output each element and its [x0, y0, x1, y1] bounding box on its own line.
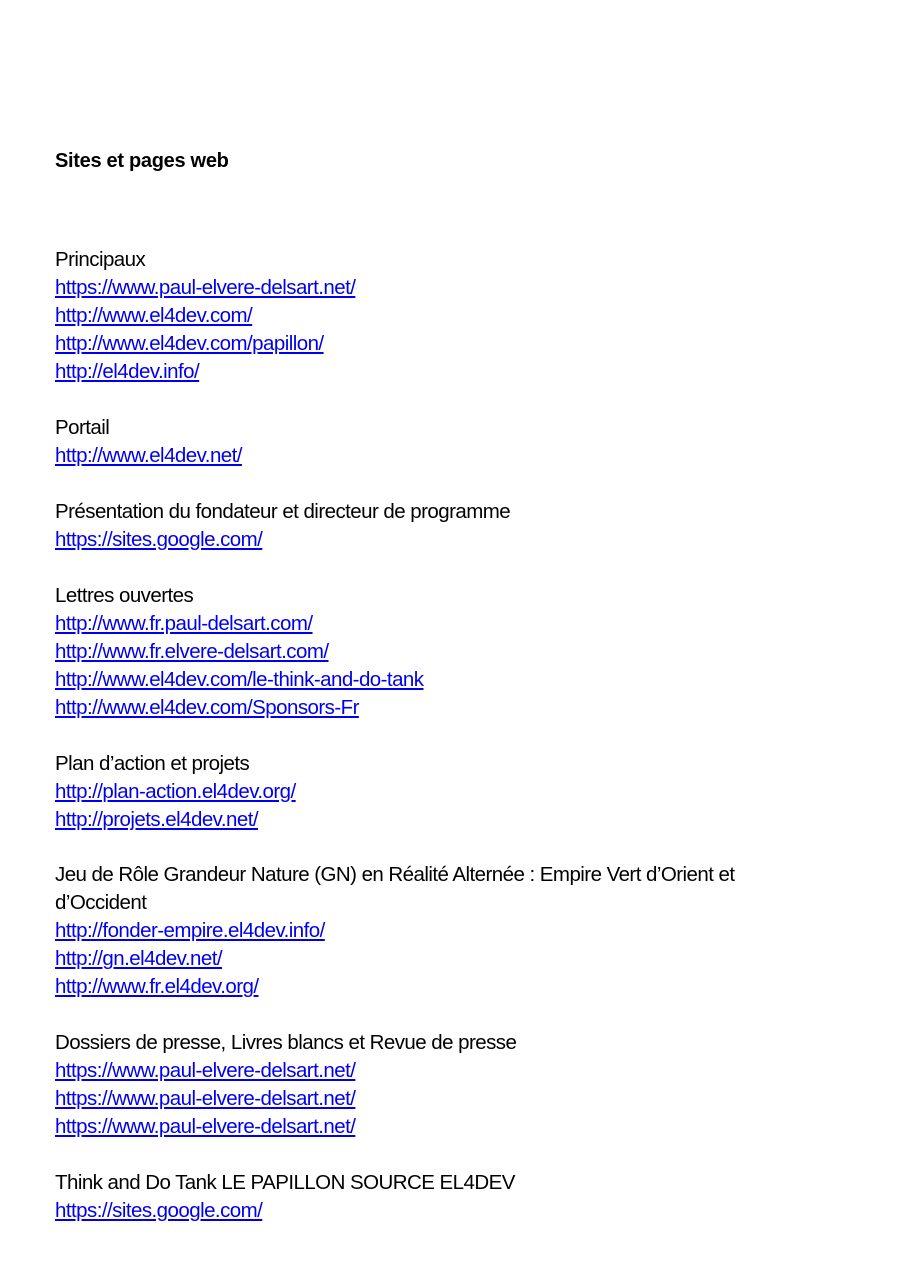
section-heading: Think and Do Tank LE PAPILLON SOURCE EL4DEV	[55, 1171, 515, 1195]
link[interactable]: https://sites.google.com/	[55, 1199, 263, 1223]
link[interactable]: http://gn.el4dev.net/	[55, 947, 223, 971]
link[interactable]: https://www.paul-elvere-delsart.net/	[55, 1059, 356, 1083]
section-heading: Portail	[55, 415, 110, 439]
section-plan-action	[55, 750, 815, 834]
link[interactable]: https://www.paul-elvere-delsart.net/	[55, 1087, 356, 1111]
section-portail	[55, 414, 815, 470]
link[interactable]: http://www.el4dev.com/le-think-and-do-tank	[55, 667, 424, 691]
link[interactable]: http://www.fr.elvere-delsart.com/	[55, 639, 329, 663]
document-content	[55, 246, 815, 1253]
link[interactable]: http://www.fr.el4dev.org/	[55, 975, 259, 999]
section-heading: Présentation du fondateur et directeur de programme	[55, 499, 511, 523]
section-dossiers-de-presse	[55, 1029, 815, 1141]
section-heading: Dossiers de presse, Livres blancs et Revue de presse	[55, 1031, 517, 1055]
link[interactable]: http://projets.el4dev.net/	[55, 807, 258, 831]
link[interactable]: http://fonder-empire.el4dev.info/	[55, 919, 325, 943]
section-heading: Plan d’action et projets	[55, 751, 250, 775]
section-think-and-do-tank	[55, 1169, 815, 1225]
section-principaux	[55, 246, 815, 386]
link[interactable]: https://www.paul-elvere-delsart.net/	[55, 1115, 356, 1139]
section-presentation	[55, 498, 815, 554]
section-heading: Principaux	[55, 248, 146, 271]
section-heading: Lettres ouvertes	[55, 583, 194, 607]
link[interactable]: https://sites.google.com/	[55, 527, 263, 551]
section-heading: Jeu de Rôle Grandeur Nature (GN) en Réalité Alternée : Empire Vert d’Orient et d’Occident	[55, 863, 735, 915]
section-lettres-ouvertes	[55, 582, 815, 722]
link[interactable]: http://el4dev.info/	[55, 360, 200, 383]
link[interactable]: http://www.el4dev.com/papillon/	[55, 332, 324, 355]
link[interactable]: http://plan-action.el4dev.org/	[55, 779, 296, 803]
link[interactable]: http://www.el4dev.com/Sponsors-Fr	[55, 695, 359, 719]
link[interactable]: http://www.fr.paul-delsart.com/	[55, 611, 313, 635]
section-jeu-de-role	[55, 861, 815, 1001]
link[interactable]: https://www.paul-elvere-delsart.net/	[55, 276, 356, 299]
document-title: Sites et pages web	[55, 150, 229, 172]
link[interactable]: http://www.el4dev.net/	[55, 443, 242, 467]
link[interactable]: http://www.el4dev.com/	[55, 304, 253, 327]
